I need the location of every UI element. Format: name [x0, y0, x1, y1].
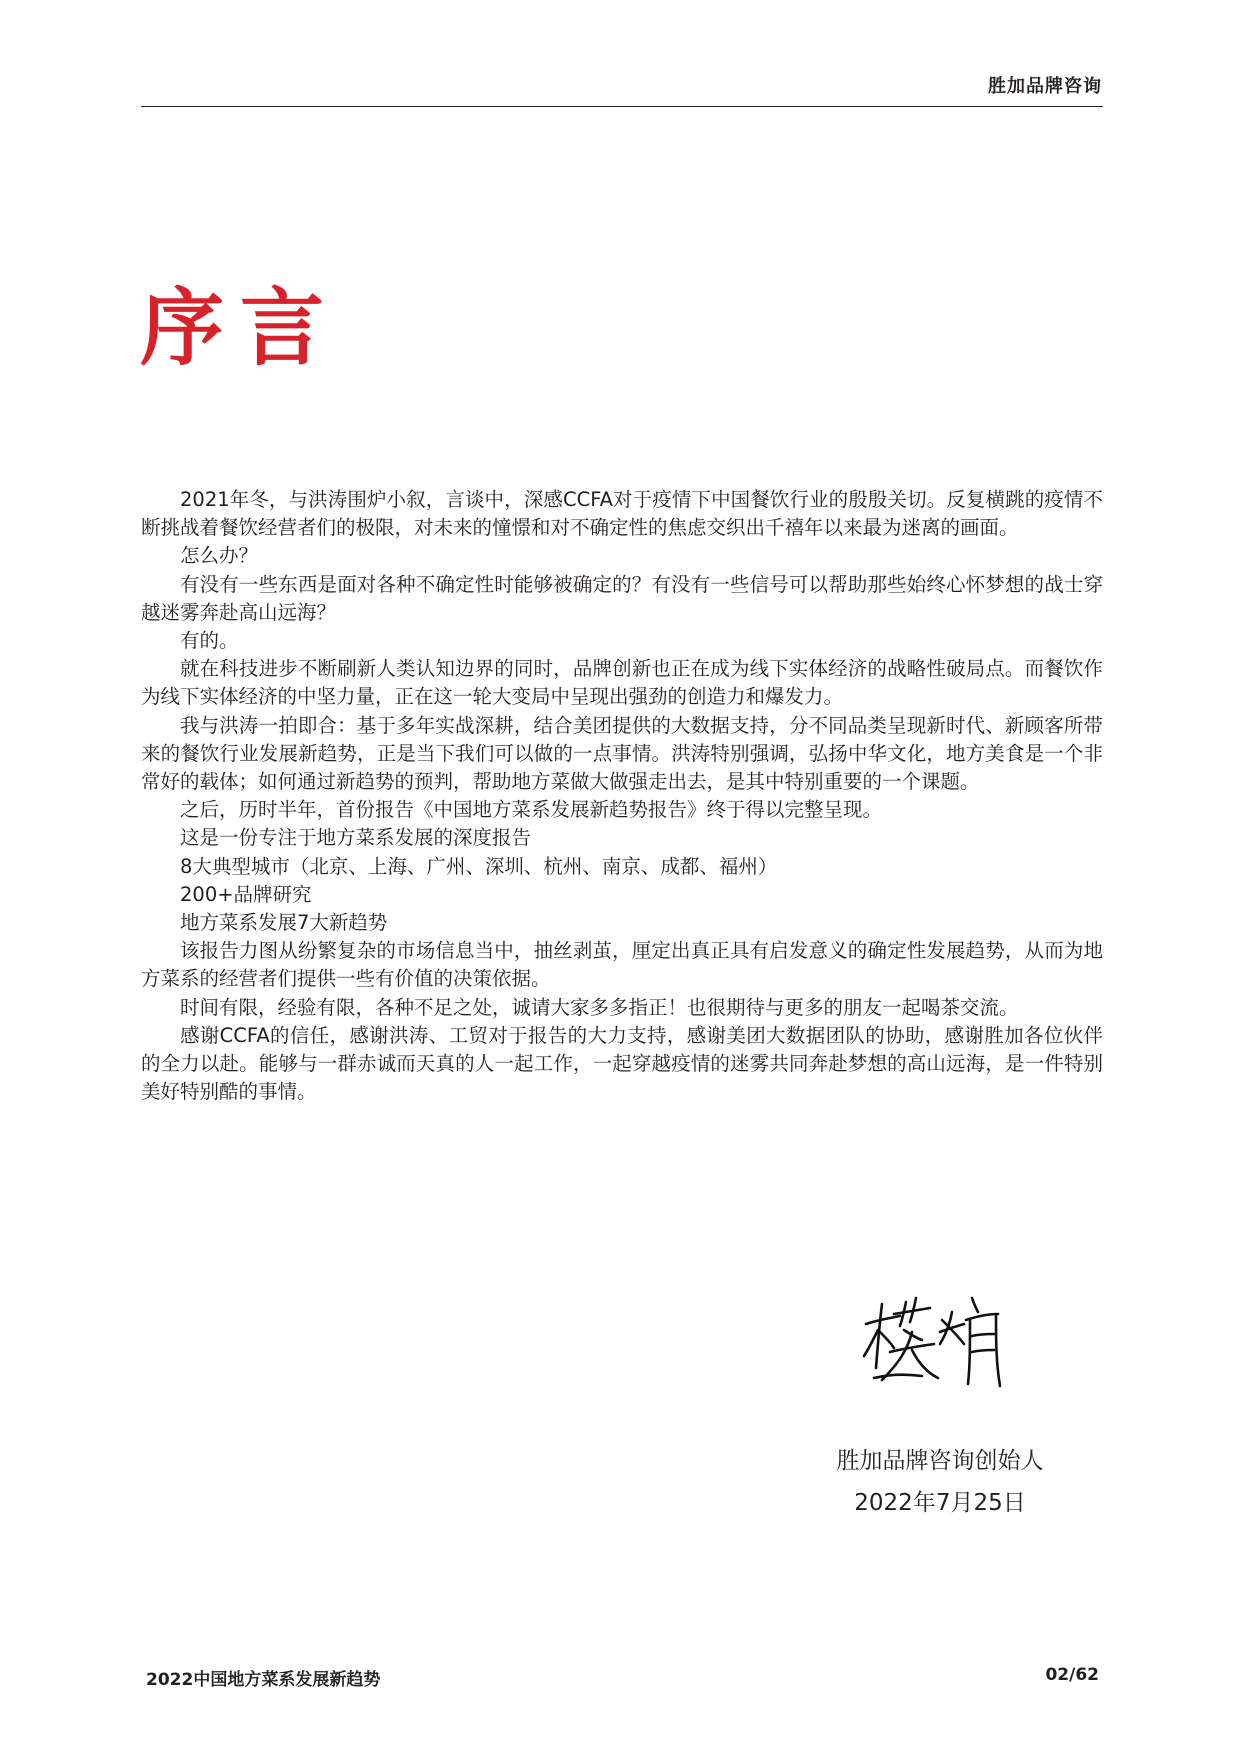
paragraph: 之后，历时半年，首份报告《中国地方菜系发展新趋势报告》终于得以完整呈现。 — [180, 798, 883, 822]
preface-body — [141, 486, 1103, 1106]
header-divider — [141, 106, 1103, 107]
handwritten-signature — [860, 1290, 1010, 1390]
paragraph: 地方菜系发展7大新趋势 — [180, 911, 388, 935]
paragraph: 我与洪涛一拍即合：基于多年实战深耕，结合美团提供的大数据支持，分不同品类呈现新时代、新顾客所带来的餐饮行业发展新趋势，正是当下我们可以做的一点事情。洪涛特别强调，弘扬中华文化，地方美食是一个非常好的载体；如何通过新趋势的预判，帮助地方菜做大做强走出去，是其中特别重要的一个课题。 — [141, 713, 1103, 794]
paragraph: 有的。 — [180, 629, 239, 653]
paragraph: 8大典型城市（北京、上海、广州、深圳、杭州、南京、成都、福州） — [180, 854, 778, 878]
paragraph: 该报告力图从纷繁复杂的市场信息当中，抽丝剥茧，厘定出真正具有启发意义的确定性发展趋势，从而为地方菜系的经营者们提供一些有价值的决策依据。 — [141, 939, 1103, 991]
paragraph: 这是一份专注于地方菜系发展的深度报告 — [180, 826, 532, 850]
paragraph: 时间有限，经验有限，各种不足之处，诚请大家多多指正！也很期待与更多的朋友一起喝茶交流。 — [180, 995, 1019, 1019]
paragraph: 有没有一些东西是面对各种不确定性时能够被确定的？有没有一些信号可以帮助那些始终心怀梦想的战士穿越迷雾奔赴高山远海？ — [141, 572, 1103, 624]
page-number: 02/62 — [1045, 1665, 1099, 1685]
paragraph: 2021年冬，与洪涛围炉小叙，言谈中，深感CCFA对于疫情下中国餐饮行业的殷殷关切。反复横跳的疫情不断挑战着餐饮经营者们的极限，对未来的憧憬和对不确定性的焦虑交织出千禧年以来最为迷离的画面。 — [141, 488, 1103, 540]
page-title: 序言 — [140, 279, 341, 377]
paragraph: 就在科技进步不断刷新人类认知边界的同时，品牌创新也正在成为线下实体经济的战略性破局点。而餐饮作为线下实体经济的中坚力量，正在这一轮大变局中呈现出强劲的创造力和爆发力。 — [141, 657, 1103, 709]
signature-date: 2022年7月25日 — [854, 1490, 1026, 1516]
signature-block — [812, 1440, 1068, 1524]
header-brand: 胜加品牌咨询 — [988, 76, 1102, 97]
signer-title: 胜加品牌咨询创始人 — [836, 1448, 1044, 1474]
paragraph: 怎么办？ — [180, 544, 259, 568]
paragraph: 200+品牌研究 — [180, 882, 312, 906]
paragraph: 感谢CCFA的信任，感谢洪涛、工贸对于报告的大力支持，感谢美团大数据团队的协助，感谢胜加各位伙伴的全力以赴。能够与一群赤诚而天真的人一起工作，一起穿越疫情的迷雾共同奔赴梦想的高山远海，是一件特别美好特别酷的事情。 — [141, 1023, 1103, 1104]
footer-report-title: 2022中国地方菜系发展新趋势 — [146, 1670, 381, 1690]
